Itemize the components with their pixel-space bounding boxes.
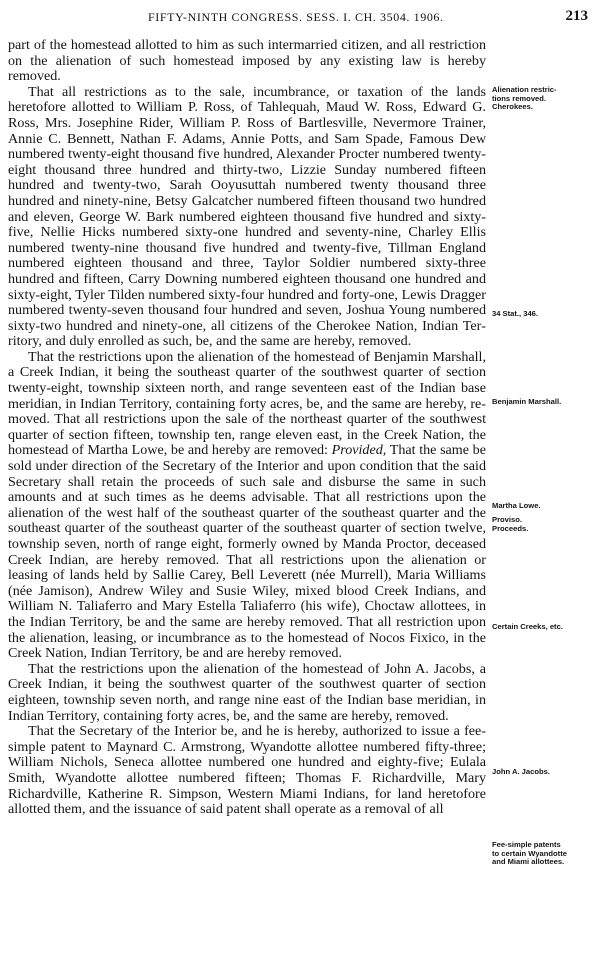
margin-note-line: to certain Wyandotte — [492, 848, 567, 858]
paragraph-john-jacobs: That the restrictions upon the alienation of the homestead of John A. Jacobs, a Creek Indian, it being the southwest quarter of the southwest quarter of section eighteen, township seven north, and range nine east of the Indian base meridian, in Indian Territory, containing forty acres, be, and the same are hereby, removed. — [8, 660, 486, 724]
margin-note-martha-lowe — [492, 502, 598, 511]
margin-note-benjamin-marshall — [492, 398, 598, 407]
paragraph-continuation: part of the homestead allotted to him as such intermarried citizen, and all restriction on the alienation of such homestead imposed by any existing law is hereby removed. — [8, 37, 486, 85]
paragraph-creek-homesteads — [8, 350, 486, 662]
proviso-word: Provided, — [331, 442, 387, 459]
margin-note-john-jacobs — [492, 768, 598, 777]
paragraph-cherokee-restrictions: That all restrictions as to the sale, incumbrance, or taxation of the lands heretofore allotted to William P. Ross, of Tahlequah, Maud W. Ross, Edward G. Ross, Mrs. Josephine Rider, William P. Ross of Bartlesville, Nevermore Trainer, Annie C. Bennett, Nathan F. Adams, Annie Potts, and Sam Spade, Famous Dew numbered twenty-eight thousand five hundred, Alexander Procter numbered twenty-eight thousand three hundred and thirty-two, Lizzie Sunday numbered fifteen hundred and twenty-two, Sarah Ooyusuttah numbered twenty thousand three hundred and ninety-nine, Betsy Galcatcher numbered fifteen thousand two hundred and eleven, George W. Bark numbered eighteen thousand five hundred and sixty-five, Nellie Hicks numbered sixty-one hundred and seventy-nine, Charley Ellis numbered twenty-nine thousand five hundred and twenty-five, Tillman England numbered eighteen thousand and three, Taylor Soldier numbered sixty-three hundred and fifteen, Carry Downing numbered eighteen thousand one hundred and sixty-eight, Tyler Tilden numbered sixty-four hundred and forty-one, Lewis Dragger numbered twenty-seven thousand four hundred and seven, Joshua Young numbered sixty-two hundred and ninety-one, all citizens of the Cherokee Nation, Indian Territory, and duly enrolled as such, be, and the same are hereby, removed. — [8, 83, 486, 350]
margin-note-line: Benjamin Marshall. — [492, 397, 562, 406]
margin-note-alienation — [492, 86, 598, 112]
margin-note-statute — [492, 310, 598, 319]
margin-note-line: Certain Creeks, etc. — [492, 622, 563, 631]
margin-note-line: Proceeds. — [492, 523, 529, 533]
page-number: 213 — [565, 8, 588, 24]
margin-note-line: tions removed. — [492, 93, 547, 103]
margin-note-line: Alienation restric- — [492, 85, 557, 94]
margin-note-proviso — [492, 516, 598, 533]
margin-note-fee-simple — [492, 841, 598, 867]
margin-note-line: Proviso. — [492, 515, 522, 524]
running-head: FIFTY-NINTH CONGRESS. SESS. I. CH. 3504. 1906. — [148, 10, 444, 24]
margin-note-line: Fee-simple patents — [492, 840, 561, 849]
paragraph-creek-homesteads-continued: That the same be sold under direction of the Secretary of the Interior and upon condition that the said Secretary shall retain the proceeds of such sale and disburse the same in such amounts and at such times as he deems advisable. That all restrictions upon the alienation of the west half of the southeast quarter of the southeast quarter and the southeast quarter of the southeast quarter of the southeast quarter of section twelve, township seven, north of range eight, formerly owned by Manda Proctor, deceased Creek Indian, are hereby removed. That all restrictions upon the alienation or leasing of lands held by Sallie Carey, Bell Leverett (née Murrell), Maria Williams (née Jamison), Andrew Wiley and Susie Wiley, mixed blood Creek Indians, and William N. Taliaferro and Mary Estella Taliaferro (his wife), Choctaw allottees, in the Indian Territory, be and the same are hereby removed. That all restriction upon the alienation, leasing, or incumbrance as to the homestead of Nocos Fixico, in the Creek Nation, Indian Territory, be and are hereby removed. — [8, 442, 486, 662]
margin-note-certain-creeks — [492, 623, 598, 632]
margin-note-line: John A. Jacobs. — [492, 767, 550, 776]
paragraph-fee-simple-patents: That the Secretary of the Interior be, and he is hereby, authorized to issue a fee-simple patent to Maynard C. Armstrong, Wyandotte allottee numbered fifty-three; William Nichols, Seneca allottee numbered one hundred and eighty-five; Eulala Smith, Wyandotte allottee numbered fifteen; Thomas F. Richardville, Mary Richardville, Katherine R. Simpson, Western Miami Indians, for land heretofore allotted them, and the issuance of said patent shall operate as a removal of all — [8, 723, 486, 818]
margin-note-line: Cherokees. — [492, 102, 533, 112]
paragraph-creek-homesteads-text: That the restrictions upon the alienation of the homestead of Benjamin Marshall, a Creek Indian, it being the southeast quarter of the southwest quarter of section twenty-eight, township sixteen north, and range seventeen east of the Indian base meridian, in Indian Territory, containing forty acres, be, and the same are hereby, removed. That all restrictions upon the sale of the northeast quarter of the southwest quarter of section fifteen, township ten, range eleven east, in the Creek Nation, the homestead of Martha Lowe, be and hereby are removed: — [8, 348, 486, 459]
margin-note-line: Martha Lowe. — [492, 501, 541, 510]
margin-note-line: 34 Stat., 346. — [492, 309, 539, 318]
body-text — [8, 38, 486, 818]
margin-note-line: and Miami allottees. — [492, 857, 565, 867]
margin-notes — [492, 0, 600, 953]
